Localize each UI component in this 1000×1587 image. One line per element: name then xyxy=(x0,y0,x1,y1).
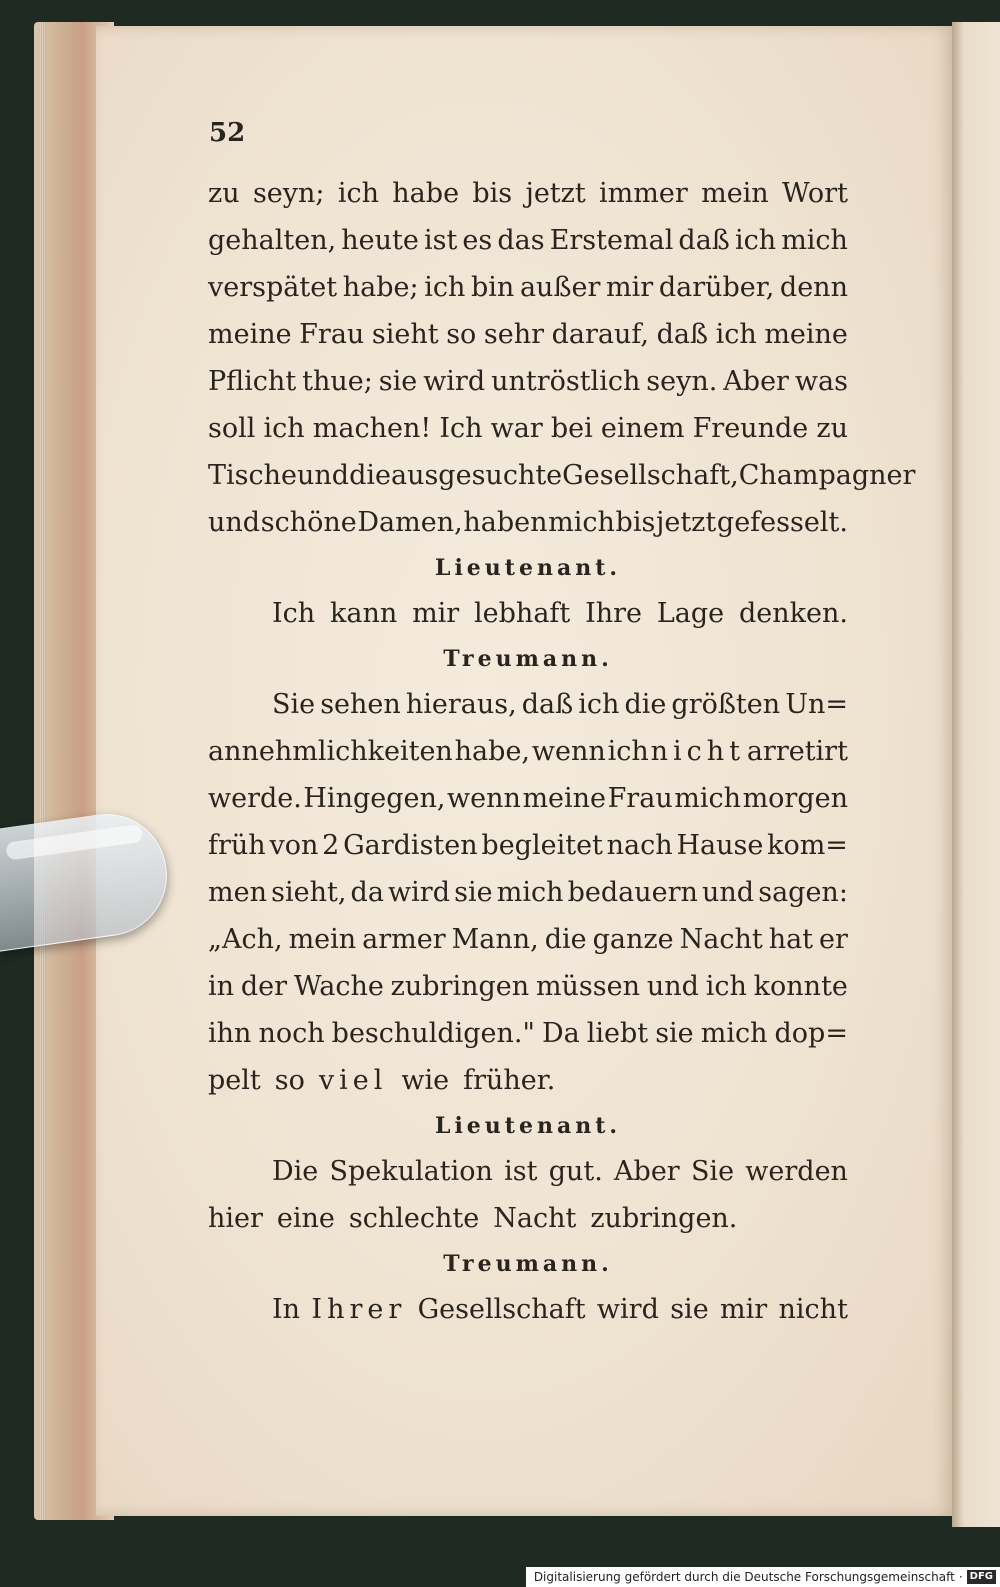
word: Damen, xyxy=(357,507,463,538)
word: Da xyxy=(541,1018,580,1049)
word: wie xyxy=(401,1065,450,1096)
text-line xyxy=(208,1010,848,1057)
word: hieraus, xyxy=(405,689,517,720)
word: Hingegen, xyxy=(303,783,446,814)
word: Nacht xyxy=(493,1203,577,1234)
word: Frau xyxy=(299,319,365,350)
word: kom= xyxy=(767,830,848,861)
word: wird xyxy=(388,877,450,908)
word: heute xyxy=(341,225,419,256)
word: was xyxy=(794,366,848,397)
word: sieht, xyxy=(271,877,347,908)
word: Ich xyxy=(439,413,483,444)
footer-credit: Digitalisierung gefördert durch die Deutsche Forschungsgemeinschaft · DFG xyxy=(526,1567,1000,1587)
word: beschuldigen." xyxy=(331,1018,535,1049)
word: pelt xyxy=(208,1065,261,1096)
word: Spekulation xyxy=(329,1156,493,1187)
word: mich xyxy=(548,507,615,538)
text-line xyxy=(208,963,848,1010)
word: darauf, xyxy=(551,319,649,350)
word: daß xyxy=(656,319,708,350)
text-line xyxy=(208,405,848,452)
word: die xyxy=(349,460,391,491)
word: es xyxy=(462,225,493,256)
word: ihn xyxy=(208,1018,252,1049)
word: Tische xyxy=(208,460,297,491)
word: ist xyxy=(504,1156,538,1187)
word: noch xyxy=(258,1018,325,1049)
text-line xyxy=(208,1286,848,1333)
word: eine xyxy=(276,1203,335,1234)
word: darüber, xyxy=(658,272,775,303)
word: meine xyxy=(764,319,848,350)
word: In xyxy=(272,1294,301,1325)
speaker-name: Treumann. xyxy=(443,646,613,672)
word: da xyxy=(350,877,384,908)
word: Un= xyxy=(785,689,848,720)
word: zu xyxy=(208,178,240,209)
word: zubringen xyxy=(390,971,530,1002)
word: meine xyxy=(208,319,292,350)
word: schöne xyxy=(260,507,357,538)
word: zubringen. xyxy=(590,1203,738,1234)
text-line xyxy=(208,452,916,499)
word: sie xyxy=(655,1018,694,1049)
word: Aber xyxy=(723,366,789,397)
word: die xyxy=(624,689,667,720)
word: ich xyxy=(578,689,620,720)
word: außer xyxy=(519,272,601,303)
word: in xyxy=(208,971,235,1002)
word: Ihrer xyxy=(311,1294,407,1325)
text-line xyxy=(208,728,848,775)
word: hat xyxy=(768,924,814,955)
word: seyn; xyxy=(252,178,325,209)
word: mich xyxy=(674,783,742,814)
word: „Ach, xyxy=(208,924,283,955)
text-line xyxy=(208,358,848,405)
word: ganze xyxy=(592,924,674,955)
word: habe, xyxy=(454,736,531,767)
word: und xyxy=(702,877,755,908)
word: konnte xyxy=(753,971,848,1002)
word: sehr xyxy=(483,319,545,350)
word: immer xyxy=(599,178,688,209)
word: Sie xyxy=(272,689,316,720)
word: nicht xyxy=(778,1294,848,1325)
word: 2 xyxy=(322,830,340,861)
word: das xyxy=(497,225,545,256)
word: denn xyxy=(779,272,848,303)
word: jetzt xyxy=(655,507,717,538)
word: Gesellschaft xyxy=(417,1294,586,1325)
text-line xyxy=(208,1148,848,1195)
text-line xyxy=(208,170,848,217)
word: men xyxy=(208,877,267,908)
word: gefesselt. xyxy=(716,507,848,538)
word: mich xyxy=(781,225,848,256)
word: Gardisten xyxy=(343,830,478,861)
word: werden xyxy=(745,1156,848,1187)
word: gehalten, xyxy=(208,225,337,256)
word: Gesellschaft, xyxy=(562,460,739,491)
word: Lage xyxy=(656,598,725,629)
word: Die xyxy=(272,1156,319,1187)
word: Freunde xyxy=(692,413,809,444)
word: werde. xyxy=(208,783,302,814)
word: thue; xyxy=(302,366,373,397)
text-line xyxy=(208,1195,848,1242)
word: denken. xyxy=(738,598,848,629)
page-number: 52 xyxy=(209,118,246,148)
word: ich xyxy=(715,319,757,350)
word: jetzt xyxy=(525,178,586,209)
word: Champagner xyxy=(738,460,916,491)
word: viel xyxy=(318,1065,388,1096)
word: morgen xyxy=(742,783,848,814)
word: wird xyxy=(423,366,486,397)
word: seyn. xyxy=(646,366,718,397)
word: ich xyxy=(424,272,466,303)
word: und xyxy=(297,460,350,491)
word: ich xyxy=(607,736,649,767)
word: verspätet xyxy=(208,272,338,303)
word: Frau xyxy=(607,783,673,814)
text-line xyxy=(208,311,848,358)
word: Pflicht xyxy=(208,366,297,397)
word: ausgesuchte xyxy=(390,460,563,491)
word: daß xyxy=(521,689,574,720)
word: schlechte xyxy=(348,1203,480,1234)
word: einem xyxy=(600,413,685,444)
word: kann xyxy=(330,598,398,629)
word: sagen: xyxy=(758,877,848,908)
word: ich xyxy=(705,971,747,1002)
word: annehmlichkeiten xyxy=(208,736,453,767)
word: soll xyxy=(208,413,256,444)
speaker-name: Lieutenant. xyxy=(434,555,622,581)
word: lebhaft xyxy=(474,598,571,629)
word: Erstemal xyxy=(549,225,674,256)
word: wenn xyxy=(447,783,521,814)
word: bis xyxy=(472,178,513,209)
text-line xyxy=(208,499,848,546)
word: Wache xyxy=(293,971,384,1002)
word: machen! xyxy=(312,413,432,444)
footer-text: Digitalisierung gefördert durch die Deutsche Forschungsgemeinschaft xyxy=(533,1570,955,1584)
word: wenn xyxy=(531,736,606,767)
word: früher. xyxy=(463,1065,556,1096)
word: ich xyxy=(263,413,305,444)
word: sie xyxy=(378,366,418,397)
word: war xyxy=(490,413,543,444)
word: nach xyxy=(606,830,673,861)
word: die xyxy=(544,924,587,955)
dfg-logo: DFG xyxy=(967,1570,996,1584)
word: hier xyxy=(208,1203,263,1234)
word: er xyxy=(819,924,848,955)
text-line xyxy=(208,264,848,311)
text-line xyxy=(208,681,848,728)
word: ich xyxy=(337,178,379,209)
word: von xyxy=(269,830,319,861)
word: früh xyxy=(208,830,266,861)
word: haben xyxy=(463,507,548,538)
word: bin xyxy=(471,272,515,303)
word: mein xyxy=(288,924,357,955)
word: bis xyxy=(615,507,656,538)
next-page-edge xyxy=(952,22,1000,1527)
word: ist xyxy=(423,225,458,256)
speaker-name: Treumann. xyxy=(443,1251,613,1277)
word: sie xyxy=(454,877,493,908)
word: mich xyxy=(700,1018,768,1049)
speaker-name: Lieutenant. xyxy=(434,1113,622,1139)
text-line xyxy=(208,775,848,822)
text-line xyxy=(208,916,848,963)
text-line xyxy=(208,1057,848,1104)
word: Wort xyxy=(782,178,848,209)
word: und xyxy=(646,971,699,1002)
word: wird xyxy=(596,1294,659,1325)
word: müssen xyxy=(535,971,641,1002)
word: daß xyxy=(678,225,730,256)
word: Hause xyxy=(676,830,764,861)
text-line xyxy=(208,822,848,869)
word: und xyxy=(208,507,261,538)
word: mir xyxy=(606,272,654,303)
word: bedauern xyxy=(567,877,698,908)
word: Nacht xyxy=(679,924,763,955)
word: mir xyxy=(720,1294,768,1325)
word: ich xyxy=(734,225,777,256)
word: habe xyxy=(392,178,460,209)
word: sehen xyxy=(320,689,401,720)
word: bei xyxy=(550,413,593,444)
word: habe; xyxy=(342,272,419,303)
word: zu xyxy=(816,413,848,444)
word: mir xyxy=(412,598,460,629)
page-text xyxy=(208,170,916,1333)
word: liebt xyxy=(586,1018,649,1049)
word: untröstlich xyxy=(491,366,641,397)
word: sie xyxy=(670,1294,709,1325)
word: sieht xyxy=(371,319,439,350)
word: so xyxy=(446,319,477,350)
word: nicht xyxy=(650,736,745,767)
word: mich xyxy=(496,877,564,908)
word: dop= xyxy=(774,1018,848,1049)
word: Aber xyxy=(614,1156,680,1187)
word: Mann, xyxy=(451,924,539,955)
word: so xyxy=(274,1065,305,1096)
word: größten xyxy=(671,689,781,720)
word: arretirt xyxy=(746,736,848,767)
word: meine xyxy=(522,783,607,814)
word: mein xyxy=(701,178,769,209)
word: Ich xyxy=(272,598,316,629)
word: der xyxy=(240,971,288,1002)
word: gut. xyxy=(548,1156,603,1187)
word: Ihre xyxy=(585,598,643,629)
text-line xyxy=(208,590,848,637)
text-line xyxy=(208,217,848,264)
word: begleitet xyxy=(481,830,603,861)
word: armer xyxy=(362,924,446,955)
word: Sie xyxy=(690,1156,735,1187)
text-line xyxy=(208,869,848,916)
